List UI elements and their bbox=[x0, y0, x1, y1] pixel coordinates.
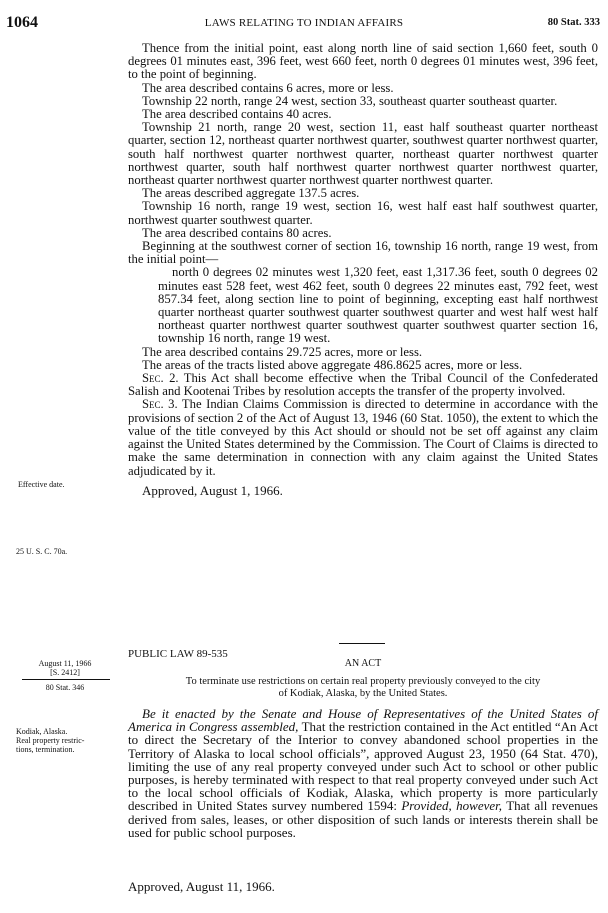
paragraph: Township 16 north, range 19 west, section 16, west half east half southwest quarter, northwest quarter southwest quarter. bbox=[128, 199, 598, 227]
act-purpose bbox=[128, 676, 598, 700]
margin-line: tions, termination. bbox=[16, 745, 75, 754]
section-text: This Act shall become effective when the Tribal Council of the Confederated Salish and Kootenai Tribes by resolution accepts the transfer of the property involved. bbox=[128, 371, 599, 399]
sidebox-date bbox=[12, 659, 118, 677]
public-law-body bbox=[128, 707, 598, 839]
paragraph: Township 22 north, range 24 west, section 33, southeast quarter southeast quarter. bbox=[142, 93, 558, 108]
sidebox-date-line: August 11, 1966 bbox=[38, 659, 92, 668]
sidebox-divider bbox=[22, 679, 110, 680]
section-3 bbox=[128, 398, 598, 477]
running-header bbox=[0, 14, 608, 36]
margin-line: Kodiak, Alaska. bbox=[16, 727, 68, 736]
paragraph: The area described contains 40 acres. bbox=[142, 107, 332, 122]
purpose-line: of Kodiak, Alaska, by the United States. bbox=[278, 688, 448, 699]
purpose-line: To terminate use restrictions on certain real property previously conveyed to the city bbox=[185, 676, 541, 687]
main-text-column bbox=[128, 42, 598, 497]
paragraph: The area described contains 29.725 acres, more or less. bbox=[142, 344, 423, 359]
margin-note-usc: 25 U. S. C. 70a. bbox=[16, 547, 68, 556]
running-title: LAWS RELATING TO INDIAN AFFAIRS bbox=[204, 17, 404, 29]
public-law-number: PUBLIC LAW 89-535 bbox=[128, 648, 228, 660]
section-2 bbox=[128, 372, 598, 398]
sidebox-bill-line: [S. 2412] bbox=[50, 668, 80, 677]
an-act-heading: AN ACT bbox=[344, 658, 382, 669]
approved-line: Approved, August 1, 1966. bbox=[142, 482, 283, 498]
paragraph: The areas of the tracts listed above aggregate 486.8625 acres, more or less. bbox=[142, 357, 523, 372]
stat-reference: 80 Stat. 333 bbox=[547, 17, 600, 28]
paragraph: Township 21 north, range 20 west, section 11, east half southeast quarter northeast quarter, section 12, northeast quarter northwest quarter, southwest quarter northwest quarter, south half northwest quarter northwest quarter, northeast quarter northwest quarter northwest quarter, south half northwest quarter northwest quarter northwest quarter, northeast quarter northwest quarter northwest quarter northwest quarter. bbox=[128, 120, 598, 188]
paragraph: Thence from the initial point, east along north line of said section 1,660 feet, south 0 degrees 01 minutes east, 396 feet, west 660 feet, north 0 degrees 01 minutes west, 396 feet, to the point of beginning. bbox=[128, 41, 598, 82]
section-label: Sec. 2. bbox=[142, 371, 179, 386]
act-text: That all revenues derived from sales, leases, or other disposition of such lands or interests therein shall be used for public school purposes. bbox=[128, 798, 598, 840]
paragraph: The areas described aggregate 137.5 acres. bbox=[142, 186, 360, 201]
margin-note-effective-date: Effective date. bbox=[18, 480, 65, 489]
margin-note-kodiak bbox=[16, 727, 126, 754]
divider-rule bbox=[339, 643, 385, 644]
act-text: That the restriction contained in the Act entitled “An Act to direct the Secretary of the Interior to convey abandoned school properties in the Territory of Alaska to local school officials”, approved August 23, 1950 (64 Stat. 470), limiting the use of any real property conveyed under such Act to school or other public purposes, is hereby terminated with respect to that real property conveyed under such Act to the local school officials of Kodiak, Alaska, which property is more particularly described in United States survey numbered 1594: bbox=[128, 719, 599, 814]
margin-line: Real property restric- bbox=[16, 736, 85, 745]
section-label: Sec. 3. bbox=[142, 397, 178, 412]
page-number: 1064 bbox=[6, 14, 38, 31]
sidebox-stat: 80 Stat. 346 bbox=[45, 683, 85, 692]
enacting-paragraph bbox=[128, 707, 598, 839]
section-text: The Indian Claims Commission is directed to determine in accordance with the provisions of section 2 of the Act of August 13, 1946 (60 Stat. 1050), the extent to which the value of the title conveyed by this Act should or should not be set off against any claim against the United States determined by the Commission. The Court of Claims is directed to make the same determination in connection with any claim against the United States adjudicated by it. bbox=[128, 397, 598, 478]
paragraph: The area described contains 6 acres, more or less. bbox=[142, 80, 394, 95]
proviso: Provided, however, bbox=[396, 798, 503, 814]
final-approved-line: Approved, August 11, 1966. bbox=[128, 879, 275, 894]
paragraph: The area described contains 80 acres. bbox=[142, 225, 332, 240]
enacting-clause: Be it enacted by the Senate and House of Representatives of the United States of America in Congress assembled, bbox=[128, 706, 598, 735]
paragraph: Beginning at the southwest corner of section 16, township 16 north, range 19 west, from the initial point— bbox=[128, 239, 598, 267]
metes-and-bounds-block: north 0 degrees 02 minutes west 1,320 feet, east 1,317.36 feet, south 0 degrees 02 minutes east 528 feet, west 462 feet, south 0 degrees 22 minutes east, 792 feet, west 857.34 feet, along section line to point of beginning, excepting east half northwest quarter northeast quarter southwest quarter southwest quarter and west half west half northeast quarter northwest quarter southwest quarter southwest quarter section 16, township 16 north, range 19 west. bbox=[158, 265, 598, 346]
